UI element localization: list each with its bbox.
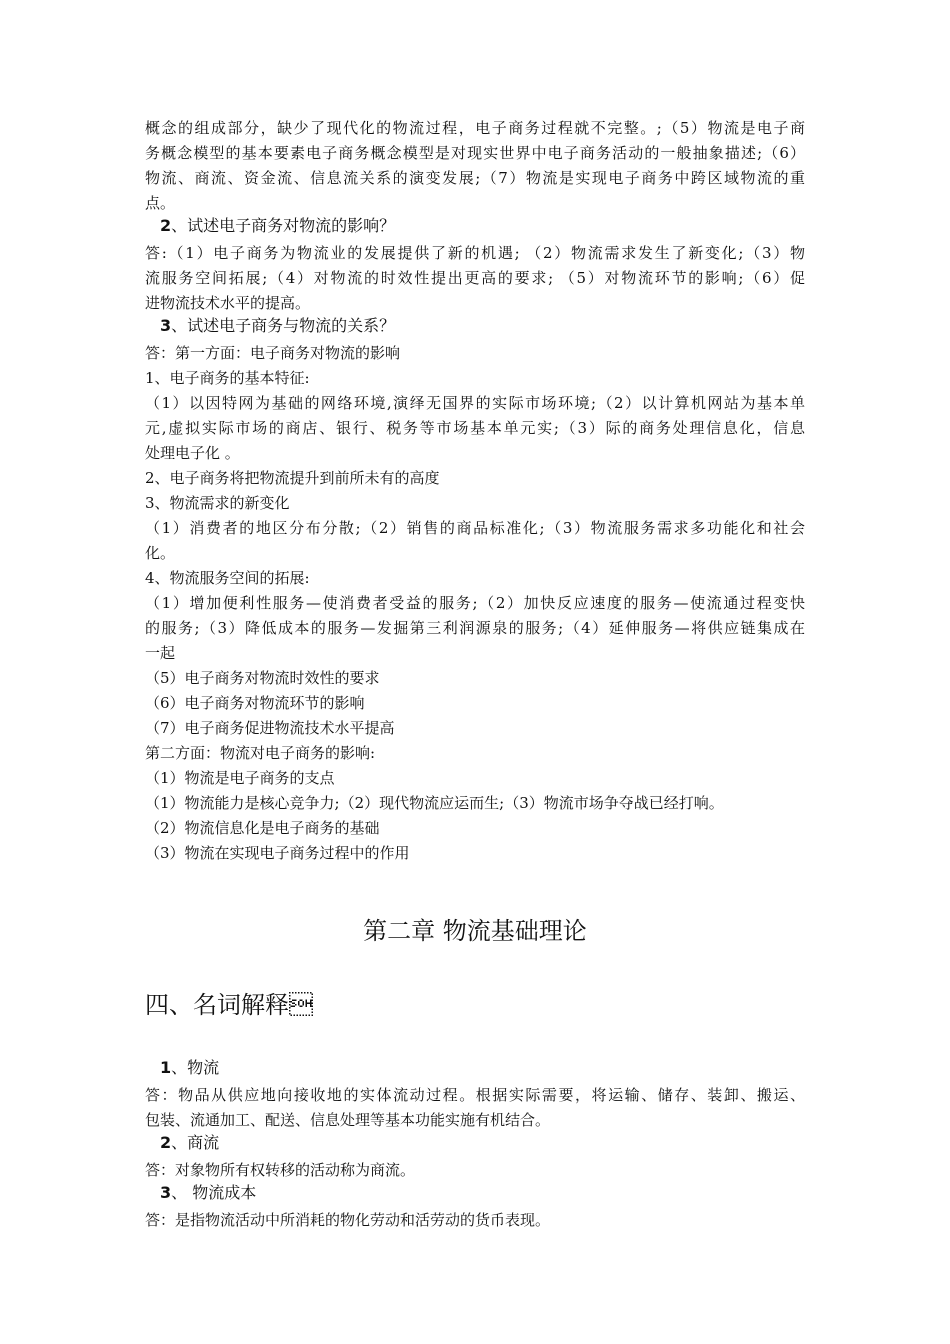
term-number: 3 [160,1183,172,1202]
answer-line: （1）消费者的地区分布分散;（2）销售的商品标准化;（3）物流服务需求多功能化和社会 [145,519,805,537]
answer-line: 3、物流需求的新变化 [145,494,290,512]
question-heading [160,316,395,336]
answer-line: 一起 [145,644,176,662]
term-title: 、物流 [171,1058,220,1077]
answer-line: （7）电子商务促进物流技术水平提高 [145,719,395,737]
section-title: 四、名词解释 [145,991,313,1019]
paragraph-line: 物流、商流、资金流、信息流关系的演变发展;（7）物流是实现电子商务中跨区域物流的重 [145,169,805,187]
question-title: 、试述电子商务对物流的影响？ [171,216,396,235]
answer-line: 4、物流服务空间的拓展: [145,569,310,587]
answer-line: 答：物品从供应地向接收地的实体流动过程。根据实际需要，将运输、储存、装卸、搬运、 [145,1086,805,1104]
answer-line: 元,虚拟实际市场的商店、银行、税务等市场基本单元实;（3）际的商务处理信息化，信息 [145,419,805,437]
question-number: 2 [160,216,172,235]
answer-line: 答:（1）电子商务为物流业的发展提供了新的机遇; （2）物流需求发生了新变化;（3）物 [145,244,805,262]
answer-line: 2、电子商务将把物流提升到前所未有的高度 [145,469,440,487]
term-heading [160,1133,219,1153]
answer-line: 进物流技术水平的提高。 [145,294,311,312]
answer-line: （2）物流信息化是电子商务的基础 [145,819,380,837]
answer-line: （1）增加便利性服务—使消费者受益的服务;（2）加快反应速度的服务—使流通过程变快 [145,594,805,612]
question-heading [160,216,395,236]
term-number: 2 [160,1133,172,1152]
answer-line: 包装、流通加工、配送、信息处理等基本功能实施有机结合。 [145,1111,551,1129]
answer-line: 1、电子商务的基本特征: [145,369,310,387]
answer-line: 答：对象物所有权转移的活动称为商流。 [145,1161,416,1179]
answer-line: 答：第一方面：电子商务对物流的影响 [145,344,401,362]
answer-line: （1）物流能力是核心竞争力;（2）现代物流应运而生;（3）物流市场争夺战已经打响。 [145,794,724,812]
paragraph-line: 点。 [145,194,176,212]
answer-line: （5）电子商务对物流时效性的要求 [145,669,380,687]
term-title: 、 物流成本 [171,1183,257,1202]
question-title: 、试述电子商务与物流的关系？ [171,316,396,335]
answer-line: 的服务;（3）降低成本的服务—发掘第三利润源泉的服务;（4）延伸服务—将供应链集成在 [145,619,805,637]
answer-line: 化。 [145,544,176,562]
term-number: 1 [160,1058,172,1077]
paragraph-line: 概念的组成部分，缺少了现代化的物流过程，电子商务过程就不完整。;（5）物流是电子商 [145,119,805,137]
answer-line: 第二方面：物流对电子商务的影响: [145,744,376,762]
answer-line: 答：是指物流活动中所消耗的物化劳动和活劳动的货币表现。 [145,1211,551,1229]
answer-line: （1）物流是电子商务的支点 [145,769,335,787]
answer-line: （6）电子商务对物流环节的影响 [145,694,365,712]
answer-line: 处理电子化 。 [145,444,240,462]
question-number: 3 [160,316,172,335]
answer-line: （1）以因特网为基础的网络环境,演绎无国界的实际市场环境;（2）以计算机网站为基本单 [145,394,805,412]
term-title: 、商流 [171,1133,220,1152]
term-heading [160,1183,256,1203]
paragraph-line: 务概念模型的基本要素电子商务概念模型是对现实世界中电子商务活动的一般抽象描述;（6） [145,144,805,162]
answer-line: 流服务空间拓展;（4）对物流的时效性提出更高的要求; （5）对物流环节的影响;（6）促 [145,269,805,287]
term-heading [160,1058,219,1078]
answer-line: （3）物流在实现电子商务过程中的作用 [145,844,410,862]
chapter-title: 第二章 物流基础理论 [363,917,587,945]
